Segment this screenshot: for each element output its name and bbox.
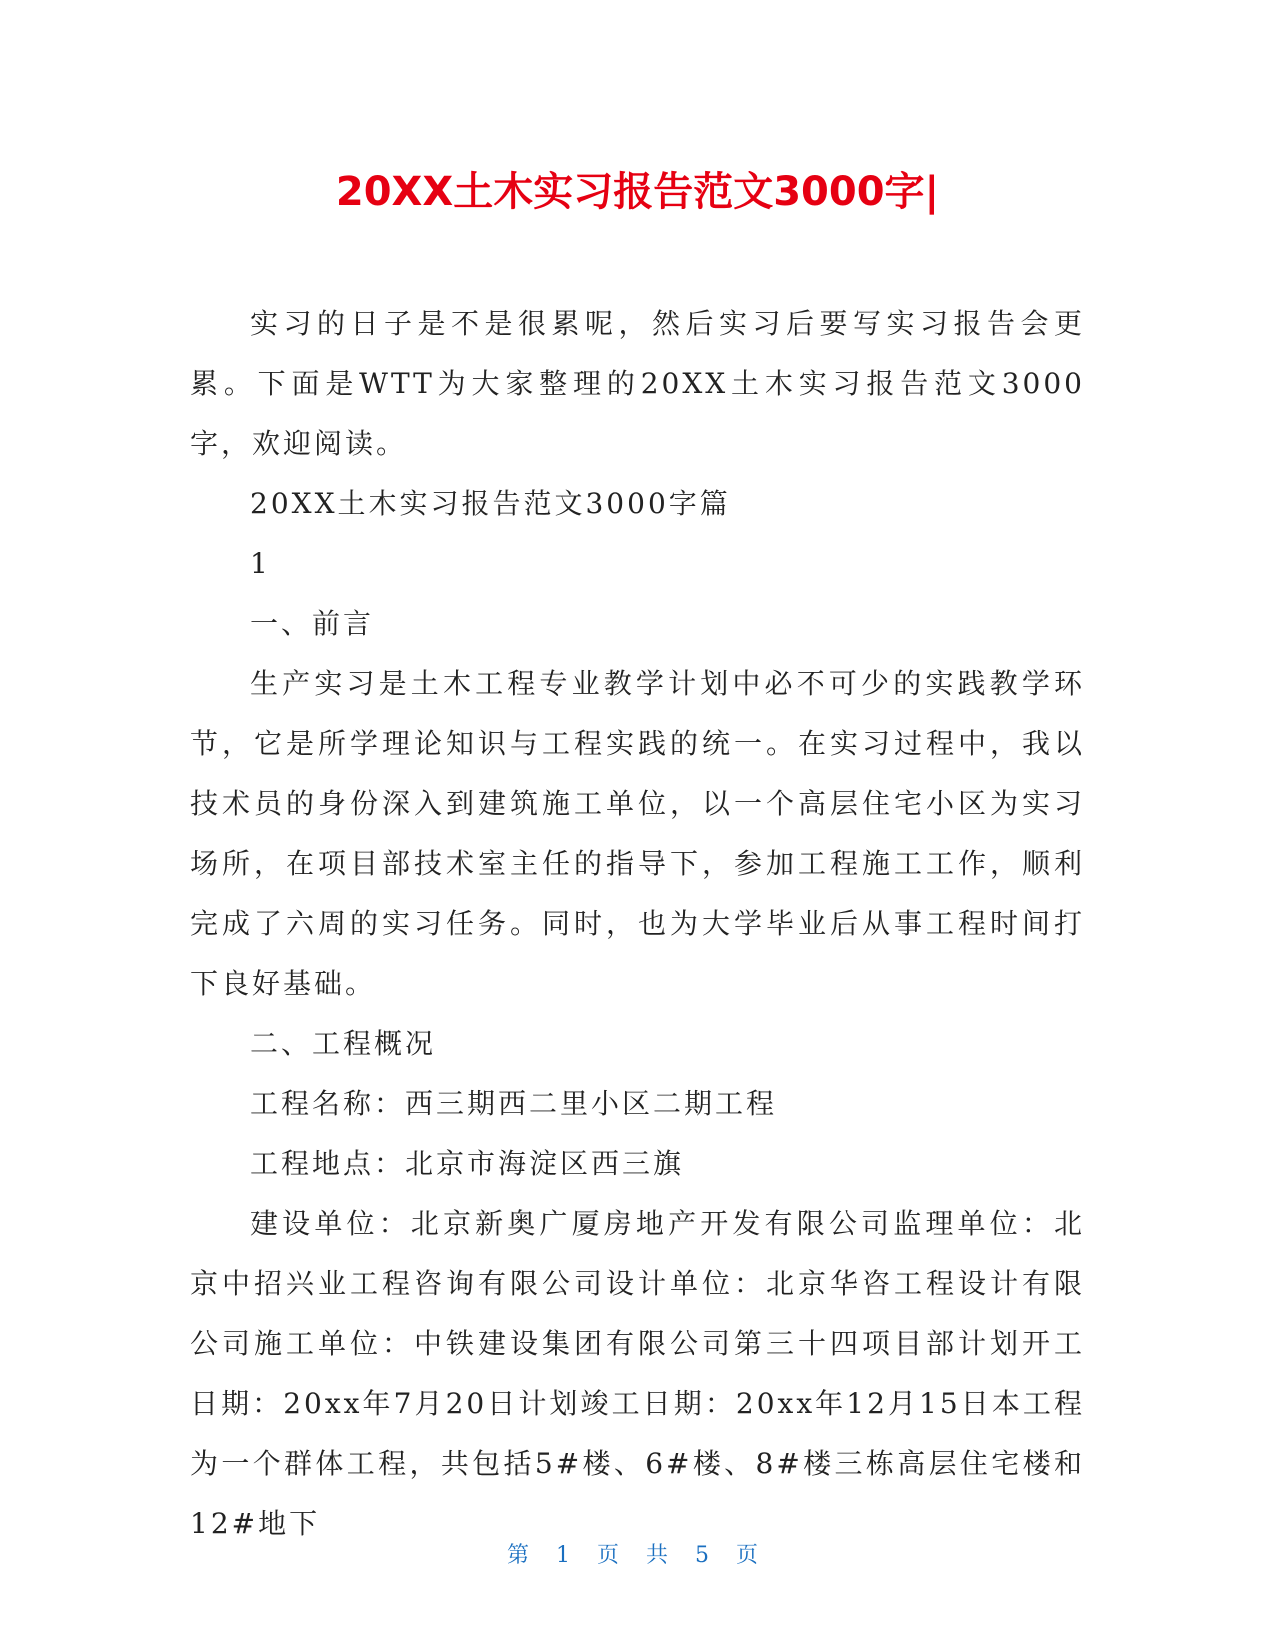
section-heading-article: 20XX土木实习报告范文3000字篇 xyxy=(250,487,731,520)
paragraph-project-location: 工程地点：北京市海淀区西三旗 xyxy=(250,1147,685,1180)
paragraph-preface: 生产实习是土木工程专业教学计划中必不可少的实践教学环节，它是所学理论知识与工程实践的统一。在实习过程中，我以技术员的身份深入到建筑施工单位，以一个高层住宅小区为实习场所，在项目部技术室主任的指导下，参加工程施工工作，顺利完成了六周的实习任务。同时，也为大学毕业后从事工程时间打下良好基础。 xyxy=(190,667,1085,1000)
document-body xyxy=(190,294,1085,1554)
paragraph-intro: 实习的日子是不是很累呢，然后实习后要写实习报告会更累。下面是WTT为大家整理的20XX土木实习报告范文3000字，欢迎阅读。 xyxy=(190,307,1085,460)
section-heading-overview: 二、工程概况 xyxy=(250,1027,437,1060)
article-number: 1 xyxy=(250,547,271,580)
document-title: 20XX土木实习报告范文3000字| xyxy=(335,169,940,215)
section-heading-preface: 一、前言 xyxy=(250,607,375,640)
page-footer: 第 1 页 共 5 页 xyxy=(507,1543,768,1568)
paragraph-project-details: 建设单位：北京新奥广厦房地产开发有限公司监理单位：北京中招兴业工程咨询有限公司设计单位：北京华咨工程设计有限公司施工单位：中铁建设集团有限公司第三十四项目部计划开工日期：20xx年7月20日计划竣工日期：20xx年12月15日本工程为一个群体工程，共包括5#楼、6#楼、8#楼三栋高层住宅楼和12#地下 xyxy=(190,1207,1085,1540)
paragraph-project-name: 工程名称：西三期西二里小区二期工程 xyxy=(250,1087,778,1120)
